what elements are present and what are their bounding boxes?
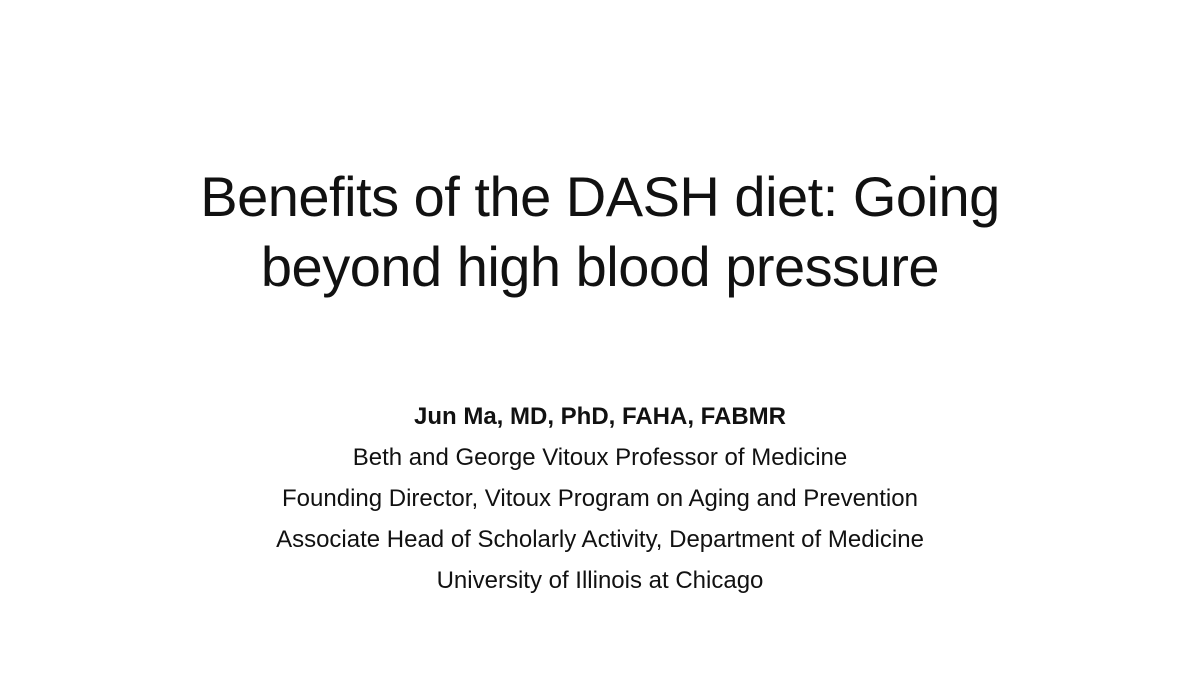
presenter-name: Jun Ma, MD, PhD, FAHA, FABMR [414, 403, 786, 430]
slide-title-line-2: beyond high blood pressure [260, 235, 940, 298]
presenter-affiliation-professorship: Beth and George Vitoux Professor of Medicine [352, 444, 848, 471]
slide-title [0, 162, 1200, 302]
presenter-affiliation-department: Associate Head of Scholarly Activity, Department of Medicine [276, 526, 924, 553]
slide-title-line-1: Benefits of the DASH diet: Going [200, 165, 1000, 228]
presenter-block [0, 396, 1200, 601]
presenter-affiliation-university: University of Illinois at Chicago [436, 567, 764, 594]
presenter-affiliation-program-director: Founding Director, Vitoux Program on Aging and Prevention [282, 485, 918, 512]
